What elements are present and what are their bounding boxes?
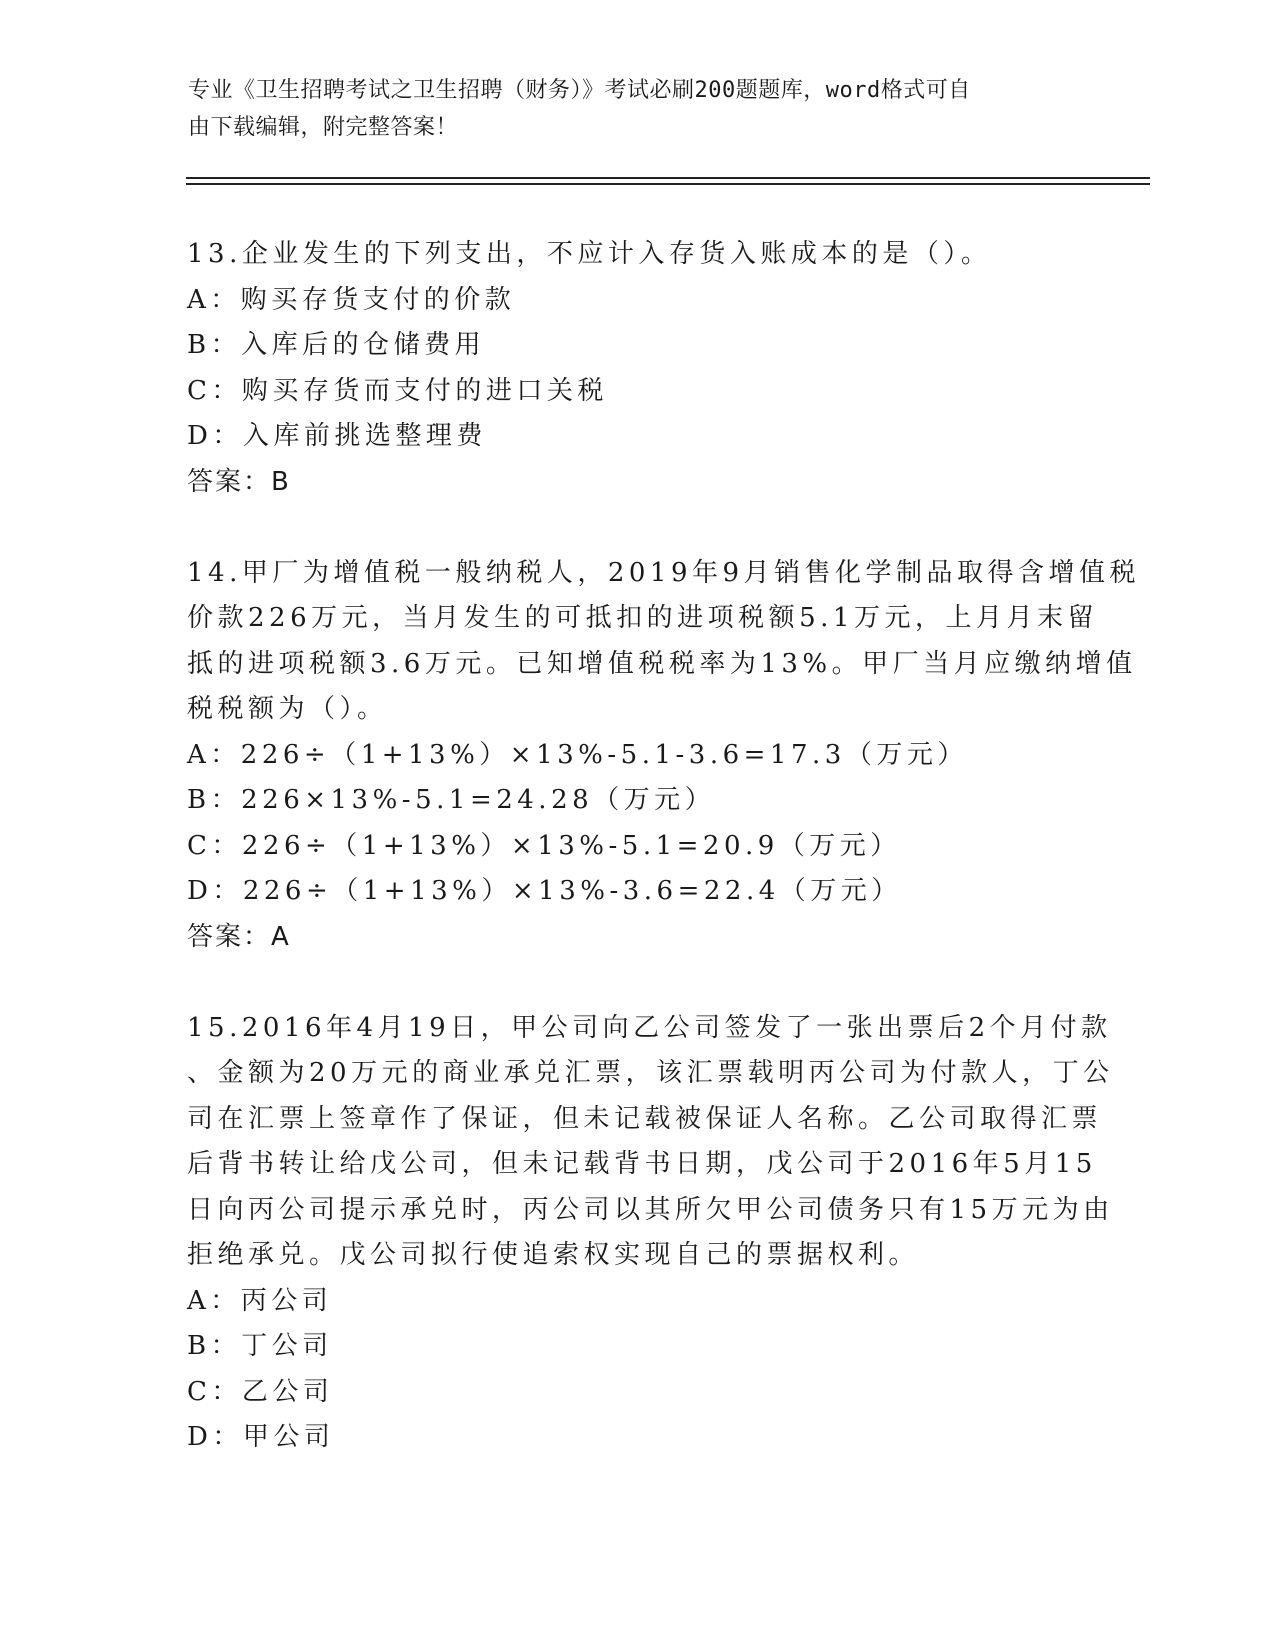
answer-label: 答案：A — [187, 921, 291, 952]
option-b: B：入库后的仓储费用 — [187, 330, 486, 360]
document-header — [188, 72, 1068, 146]
option-c: C：乙公司 — [187, 1376, 334, 1407]
option-d: D：甲公司 — [187, 1422, 335, 1452]
question-stem-line: 日向丙公司提示承兑时，丙公司以其所欠甲公司债务只有15万元为由 — [187, 1194, 1114, 1225]
question-stem-line: 税税额为（）。 — [187, 694, 388, 724]
header-divider-bottom — [186, 183, 1150, 185]
question-stem-line: 后背书转让给戊公司，但未记载背书日期，戊公司于2016年5月15 — [187, 1149, 1097, 1179]
option-a: A：226÷（1+13%）×13%-5.1-3.6=17.3（万元） — [187, 739, 968, 770]
question-spacer — [187, 505, 1087, 551]
question-spacer — [187, 960, 1087, 1006]
header-line-1: 专业《卫生招聘考试之卫生招聘（财务）》考试必刷200题题库，word格式可自 — [188, 78, 971, 103]
question-stem-line: 拒绝承兑。戊公司拟行使追索权实现自己的票据权利。 — [187, 1240, 920, 1270]
option-d: D：226÷（1+13%）×13%-3.6=22.4（万元） — [187, 876, 902, 906]
question-stem-line: 15.2016年4月19日，甲公司向乙公司签发了一张出票后2个月付款 — [187, 1012, 1112, 1043]
option-c: C：购买存货而支付的进口关税 — [187, 375, 608, 406]
question-list — [187, 232, 1141, 1461]
option-b: B：226×13%-5.1=24.28（万元） — [187, 785, 716, 815]
option-c: C：226÷（1+13%）×13%-5.1=20.9（万元） — [187, 830, 901, 861]
option-a: A：丙公司 — [187, 1285, 333, 1316]
option-b: B：丁公司 — [187, 1331, 333, 1361]
option-d: D：入库前挑选整理费 — [187, 421, 487, 451]
header-divider-top — [186, 177, 1150, 179]
option-a: A：购买存货支付的价款 — [187, 284, 516, 315]
question-stem-line: 抵的进项税额3.6万元。已知增值税税率为13%。甲厂当月应缴纳增值 — [187, 648, 1137, 679]
answer-label: 答案：B — [187, 466, 291, 497]
question-stem-line: 司在汇票上签章作了保证，但未记载被保证人名称。乙公司取得汇票 — [187, 1103, 1103, 1134]
question-stem-line: 14.甲厂为增值税一般纳税人，2019年9月销售化学制品取得含增值税 — [187, 557, 1141, 588]
question-14 — [187, 551, 1141, 961]
question-stem-line: 价款226万元，当月发生的可抵扣的进项税额5.1万元，上月月末留 — [187, 603, 1098, 633]
question-stem-line: 、金额为20万元的商业承兑汇票，该汇票载明丙公司为付款人，丁公 — [187, 1058, 1114, 1088]
header-line-2: 由下载编辑，附完整答案！ — [188, 115, 459, 140]
question-13 — [187, 232, 1087, 505]
question-15 — [187, 1006, 1114, 1461]
question-stem-line: 13.企业发生的下列支出，不应计入存货入账成本的是（）。 — [187, 239, 992, 269]
